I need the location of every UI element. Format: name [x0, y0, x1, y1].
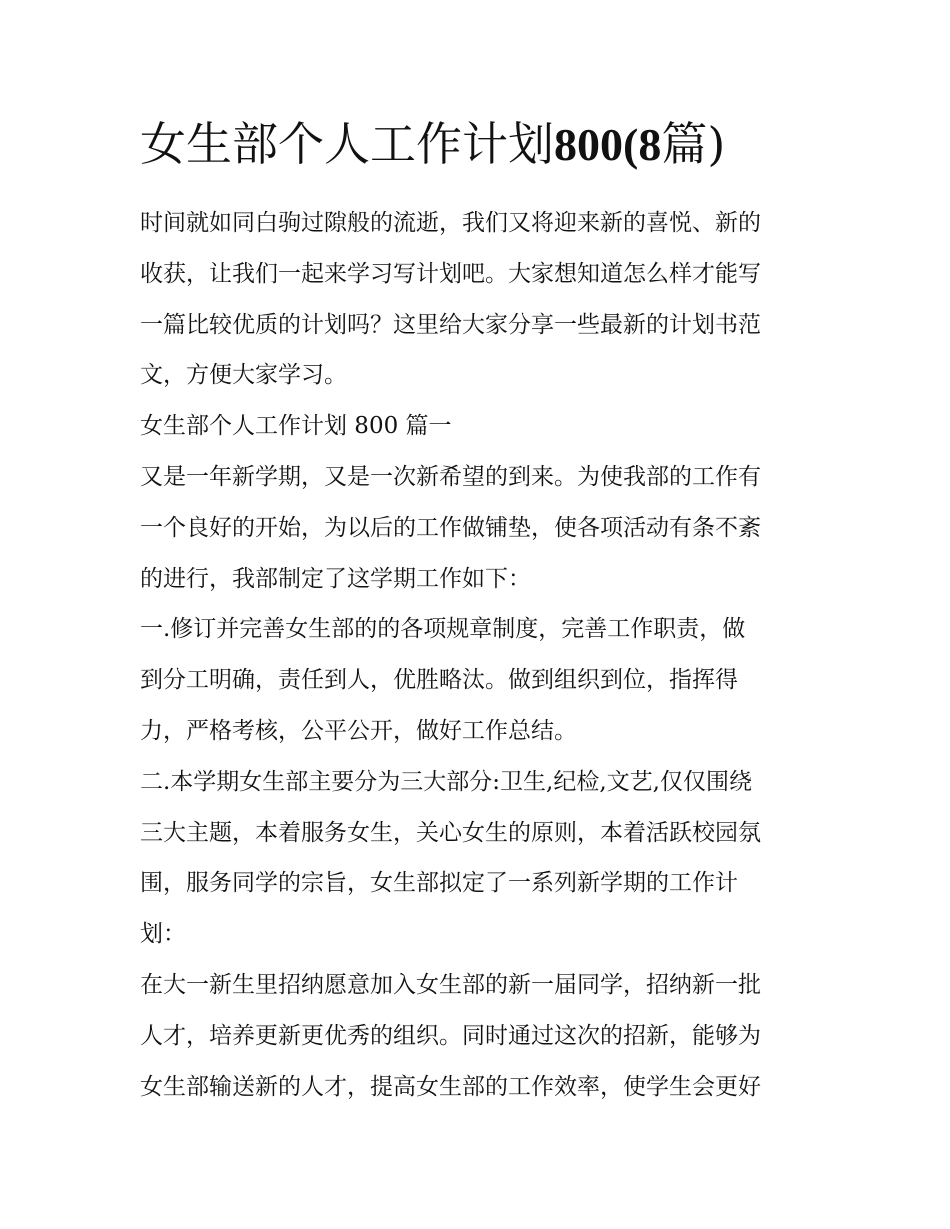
body-line-16: 在大一新生里招纳愿意加入女生部的新一届同学，招纳新一批: [140, 971, 761, 998]
body-line-8: 的进行，我部制定了这学期工作如下：: [140, 565, 531, 592]
title-latin: 800(8: [554, 119, 662, 170]
body-line-7: 一个良好的开始，为以后的工作做铺垫，使各项活动有条不紊: [140, 514, 761, 541]
body-line-18: 女生部输送新的人才，提高女生部的工作效率，使学生会更好: [140, 1073, 761, 1100]
body-line-3: 一篇比较优质的计划吗？这里给大家分享一些最新的计划书范: [140, 311, 761, 338]
body-line-11: 力，严格考核，公平公开，做好工作总结。: [140, 717, 577, 744]
body-line-15: 划：: [140, 921, 186, 948]
title-cjk: 女生部个人工作计划: [140, 117, 554, 171]
body-line-13: 三大主题，本着服务女生，关心女生的原则，本着活跃校园氛: [140, 819, 761, 846]
title-suffix: 篇): [661, 117, 726, 171]
document-title: [140, 112, 820, 177]
body-line-10: 到分工明确，责任到人，优胜略汰。做到组织到位，指挥得: [140, 667, 738, 694]
section-heading: 女生部个人工作计划 800 篇一: [140, 413, 452, 440]
body-line-1: 时间就如同白驹过隙般的流逝，我们又将迎来新的喜悦、新的: [140, 210, 761, 236]
body-line-14: 围，服务同学的宗旨，女生部拟定了一系列新学期的工作计: [140, 870, 738, 897]
body-line-4: 文，方便大家学习。: [140, 362, 347, 389]
body-line-2: 收获，让我们一起来学习写计划吧。大家想知道怎么样才能写: [140, 260, 761, 287]
body-line-6: 又是一年新学期，又是一次新希望的到来。为使我部的工作有: [140, 463, 761, 490]
document-body: [140, 198, 820, 1112]
body-line-17: 人才，培养更新更优秀的组织。同时通过这次的招新，能够为: [140, 1022, 761, 1049]
body-line-12: 二.本学期女生部主要分为三大部分:卫生,纪检,文艺,仅仅围绕: [140, 768, 752, 795]
body-line-9: 一.修订并完善女生部的的各项规章制度，完善工作职责，做: [140, 616, 746, 643]
